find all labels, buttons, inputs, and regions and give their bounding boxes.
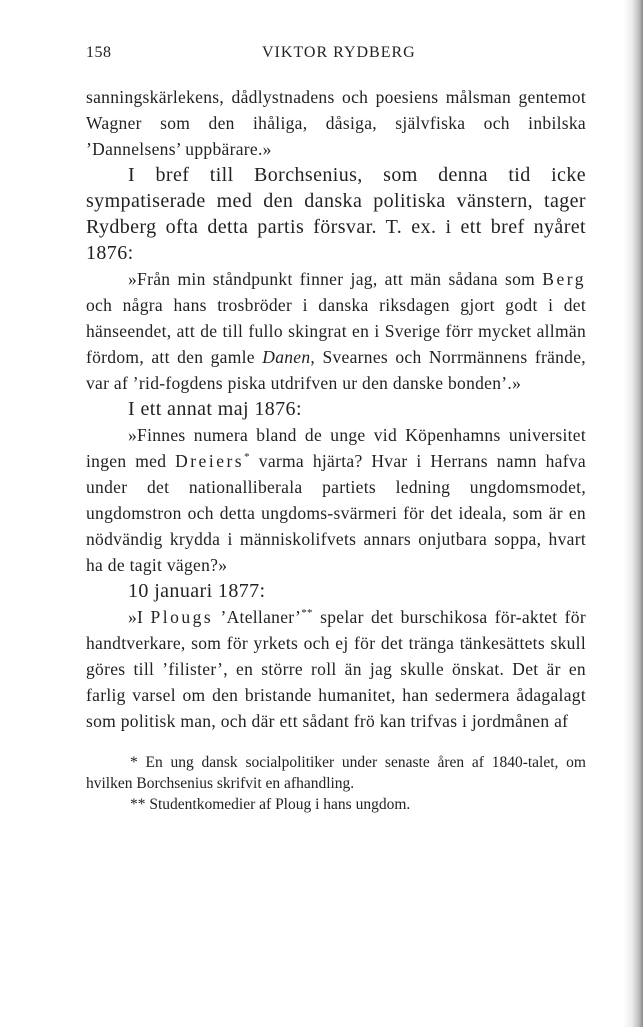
footnote-mark: * <box>130 754 138 771</box>
page-number: 158 <box>86 44 112 61</box>
footnote-text: En ung dansk socialpolitiker under senaste åren af 1840-talet, om hvilken Borchsenius skrifvit en afhandling. <box>86 754 586 792</box>
paragraph-borchsenius-letters: I bref till Borchsenius, som denna tid icke sympatiserade med den danska politiska vänstern, tager Rydberg ofta detta partis försvar. T. ex. i ett bref nyåret 1876: <box>86 164 586 264</box>
footnote-1 <box>86 752 586 794</box>
running-title: VIKTOR RYDBERG <box>262 44 416 61</box>
paragraph-may-1876: I ett annat maj 1876: <box>128 398 302 420</box>
spaced-name-plougs: Plougs <box>150 607 214 627</box>
quote-text: »Från min ståndpunkt finner jag, att män sådana som <box>128 269 536 289</box>
footnote-marker: ** <box>301 607 313 619</box>
page-body <box>86 84 586 815</box>
quote-text: spelar det burschikosa för-aktet för handtverkare, som för yrkets och ej för det tränga tänkesättets skull göres till ’filister’, en större roll än jag skulle önskat. Det är en farlig varsel om den bristande humanitet, han sedermera ådagalagt som politisk man, och där ett sådant frö kan trifvas i jordmånen af <box>86 607 586 731</box>
quote-text: »I <box>128 607 144 627</box>
quote-text: och några hans trosbröder i danska riksdagen gjort godt i det hänseendet, att de till fullo skingrat en i Sverige förr mycket allmän fördom, att den gamle <box>86 295 586 367</box>
footnote-text: Studentkomedier af Ploug i hans ungdom. <box>149 796 411 813</box>
spaced-name-dreiers: Dreiers <box>175 451 245 471</box>
quote-text: varma hjärta? Hvar i Herrans namn hafva under det nationalliberala partiets ledning ungdomsmodet, ungdomstron och detta ungdoms-svärmeri för det ideala, som är en nödvändig krydda i människolifvets annars onjutbara soppa, hvart ha de tagit vägen?» <box>86 451 586 575</box>
running-header <box>86 44 586 68</box>
quote-text: Svearnes och Norrmännens frände, var af ’rid-fogdens piska utdrifven ur den danske bonden’.» <box>86 347 586 393</box>
quote-text: ’Atellaner’ <box>220 607 302 627</box>
footnotes <box>86 752 586 815</box>
footnote-mark: ** <box>130 796 146 813</box>
paragraph-wagner-continuation: sanningskärlekens, dådlystnadens och poesiens målsman gentemot Wagner som den ihåliga, dåsiga, självfiska och inbilska ’Dannelsens’ uppbärare.» <box>86 87 586 159</box>
footnote-marker: * <box>244 451 250 463</box>
quote-text: »Finnes numera bland de unge vid Köpenhamns universitet ingen med <box>86 425 586 471</box>
italic-word-danen: Danen, <box>262 347 316 367</box>
quote-january-1877 <box>86 604 586 734</box>
footnote-2 <box>86 794 586 815</box>
spaced-name-berg: Berg <box>542 269 586 289</box>
quote-may-1876 <box>86 422 586 578</box>
page-edge-shadow <box>623 0 643 1027</box>
paragraph-january-1877: 10 januari 1877: <box>128 580 266 602</box>
quote-new-year-1876 <box>86 266 586 396</box>
